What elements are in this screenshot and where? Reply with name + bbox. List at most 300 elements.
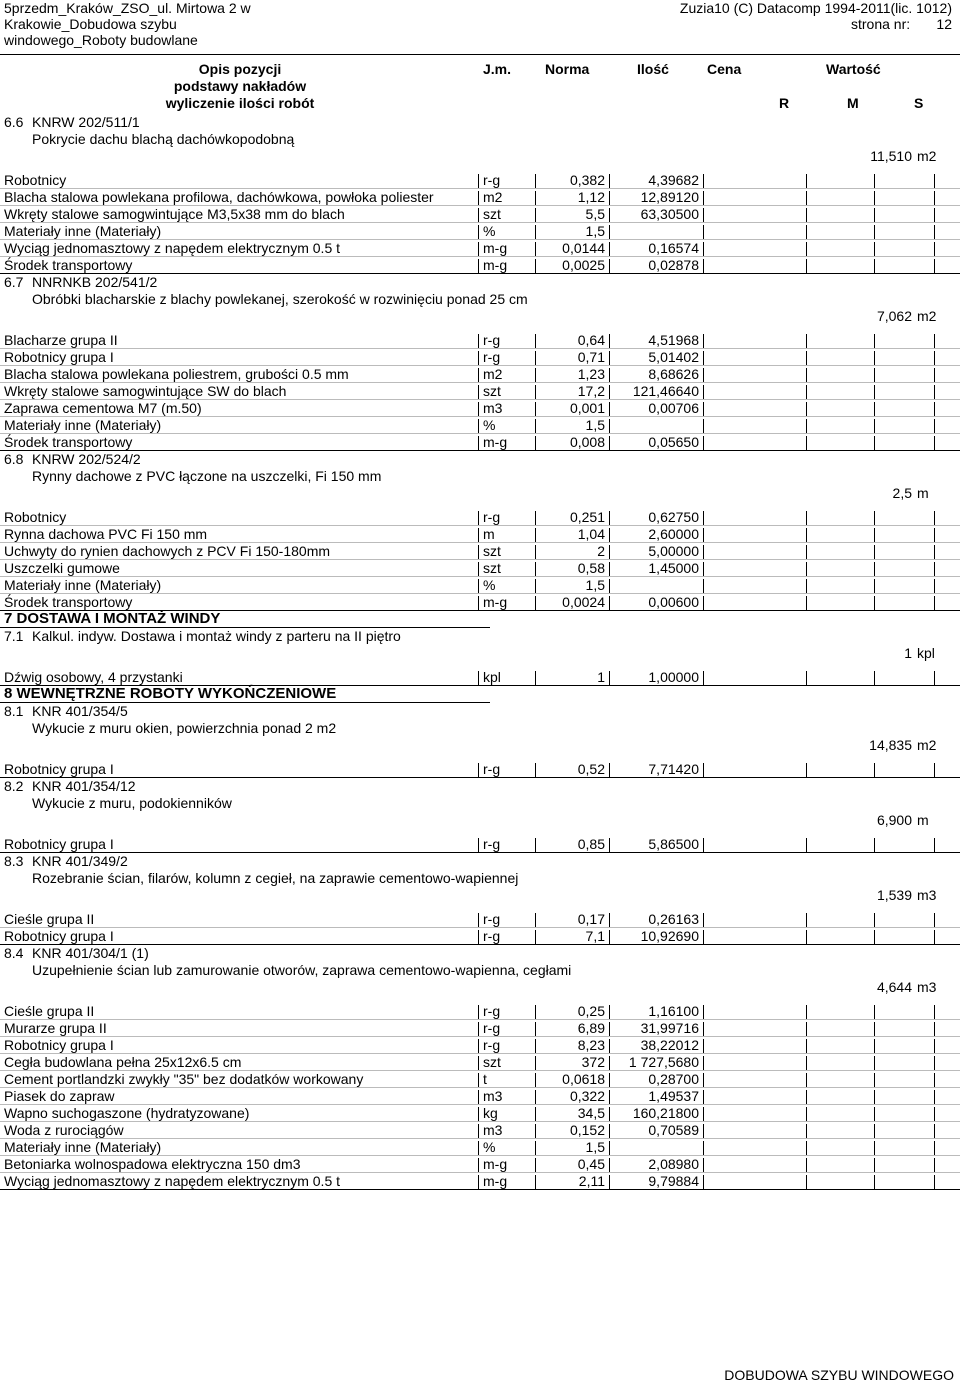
resource-quantity: 5,86500	[648, 836, 699, 852]
position-code: KNRW 202/511/1	[32, 114, 140, 130]
position-number: 7.1	[4, 628, 24, 644]
cell-divider	[609, 671, 610, 685]
resource-quantity: 0,00706	[648, 400, 699, 416]
cell-divider	[703, 671, 704, 685]
cell-divider	[609, 1141, 610, 1155]
cell-divider	[703, 334, 704, 348]
cell-divider	[874, 259, 875, 273]
group-divider	[0, 450, 960, 451]
resource-unit: m-g	[483, 594, 508, 610]
resource-norm: 372	[581, 1054, 605, 1070]
resource-name: Woda z rurociągów	[4, 1122, 124, 1138]
col-s: S	[914, 95, 924, 111]
cell-divider	[609, 1107, 610, 1121]
cell-divider	[478, 402, 479, 416]
group-divider	[0, 1189, 960, 1190]
position-quantity: 1,539	[876, 887, 912, 903]
cell-divider	[703, 1005, 704, 1019]
cell-divider	[535, 1124, 536, 1138]
cell-divider	[478, 1039, 479, 1053]
resource-unit: %	[483, 223, 496, 239]
cell-divider	[934, 1056, 935, 1070]
resource-norm: 0,0024	[562, 594, 605, 610]
cell-divider	[934, 1124, 935, 1138]
resource-quantity: 7,71420	[648, 761, 699, 777]
cell-divider	[703, 1107, 704, 1121]
resource-name: Materiały inne (Materiały)	[4, 223, 162, 239]
resource-name: Murarze grupa II	[4, 1020, 107, 1036]
resource-name: Rynna dachowa PVC Fi 150 mm	[4, 526, 208, 542]
cell-divider	[806, 1005, 807, 1019]
resource-quantity: 1,00000	[648, 669, 699, 685]
resource-name: Robotnicy grupa I	[4, 836, 114, 852]
resource-unit: kg	[483, 1105, 498, 1121]
cell-divider	[609, 436, 610, 450]
resource-unit: m-g	[483, 240, 508, 256]
section-heading: 7 DOSTAWA I MONTAŻ WINDY	[4, 610, 221, 627]
cell-divider	[535, 351, 536, 365]
cell-divider	[478, 1005, 479, 1019]
cell-divider	[934, 1073, 935, 1087]
position-code: KNR 401/349/2	[32, 853, 128, 869]
cell-divider	[535, 174, 536, 188]
resource-quantity: 12,89120	[640, 189, 699, 205]
cell-divider	[806, 596, 807, 610]
cell-divider	[806, 436, 807, 450]
resource-unit: szt	[483, 560, 501, 576]
resource-quantity: 4,39682	[648, 172, 699, 188]
cell-divider	[874, 913, 875, 927]
resource-quantity: 0,00600	[648, 594, 699, 610]
resource-unit: m-g	[483, 257, 508, 273]
position-quantity: 6,900	[876, 812, 912, 828]
cell-divider	[478, 579, 479, 593]
cell-divider	[934, 1158, 935, 1172]
resource-norm: 0,152	[569, 1122, 605, 1138]
cell-divider	[874, 930, 875, 944]
cell-divider	[934, 1022, 935, 1036]
cell-divider	[806, 1073, 807, 1087]
cell-divider	[535, 436, 536, 450]
resource-unit: r-g	[483, 1020, 501, 1036]
cell-divider	[703, 191, 704, 205]
resource-name: Cieśle grupa II	[4, 911, 95, 927]
cell-divider	[806, 1107, 807, 1121]
cell-divider	[609, 208, 610, 222]
cell-divider	[874, 1107, 875, 1121]
position-quantity: 4,644	[876, 979, 912, 995]
resource-norm: 1,5	[585, 417, 605, 433]
cell-divider	[874, 385, 875, 399]
cell-divider	[806, 174, 807, 188]
position-code: KNRW 202/524/2	[32, 451, 141, 467]
group-divider	[0, 852, 960, 853]
cell-divider	[806, 191, 807, 205]
position-unit: m	[917, 485, 929, 501]
header-page-label: strona nr:	[851, 16, 911, 32]
resource-name: Środek transportowy	[4, 594, 133, 610]
row-divider	[0, 433, 960, 434]
cell-divider	[874, 402, 875, 416]
position-description: Rynny dachowe z PVC łączone na uszczelki, Fi 150 mm	[32, 468, 382, 484]
resource-name: Robotnicy grupa I	[4, 1037, 114, 1053]
resource-quantity: 4,51968	[648, 332, 699, 348]
cell-divider	[934, 763, 935, 777]
resource-norm: 6,89	[577, 1020, 605, 1036]
cell-divider	[703, 1022, 704, 1036]
position-number: 6.8	[4, 451, 24, 467]
cell-divider	[874, 528, 875, 542]
cell-divider	[934, 671, 935, 685]
resource-quantity: 9,79884	[648, 1173, 699, 1189]
cell-divider	[806, 385, 807, 399]
cell-divider	[535, 930, 536, 944]
cell-divider	[934, 528, 935, 542]
resource-unit: m	[483, 526, 495, 542]
cell-divider	[609, 225, 610, 239]
position-quantity: 11,510	[870, 148, 912, 164]
resource-name: Materiały inne (Materiały)	[4, 577, 162, 593]
cell-divider	[609, 1175, 610, 1189]
col-opis-1: Opis pozycji	[198, 61, 282, 77]
cell-divider	[478, 1056, 479, 1070]
row-divider	[0, 559, 960, 560]
cell-divider	[478, 913, 479, 927]
cell-divider	[535, 225, 536, 239]
cell-divider	[806, 402, 807, 416]
cell-divider	[478, 562, 479, 576]
cell-divider	[806, 1056, 807, 1070]
cell-divider	[874, 368, 875, 382]
resource-quantity: 0,02878	[648, 257, 699, 273]
resource-norm: 1,5	[585, 577, 605, 593]
row-divider	[0, 927, 960, 928]
resource-unit: m2	[483, 189, 503, 205]
resource-unit: t	[483, 1071, 487, 1087]
cell-divider	[478, 545, 479, 559]
resource-unit: r-g	[483, 172, 501, 188]
cell-divider	[478, 208, 479, 222]
position-description: Rozebranie ścian, filarów, kolumn z cegieł, na zaprawie cementowo-wapiennej	[32, 870, 519, 886]
cell-divider	[535, 1158, 536, 1172]
cell-divider	[535, 671, 536, 685]
cell-divider	[934, 1107, 935, 1121]
resource-norm: 1,23	[577, 366, 605, 382]
position-code: Kalkul. indyw. Dostawa i montaż windy z parteru na II piętro	[32, 628, 401, 644]
position-quantity: 14,835	[869, 737, 912, 753]
cell-divider	[874, 579, 875, 593]
resource-name: Robotnicy grupa I	[4, 349, 114, 365]
cell-divider	[874, 436, 875, 450]
cell-divider	[934, 596, 935, 610]
cell-divider	[806, 763, 807, 777]
resource-name: Betoniarka wolnospadowa elektryczna 150 dm3	[4, 1156, 301, 1172]
cell-divider	[934, 351, 935, 365]
position-quantity: 2,5	[892, 485, 912, 501]
header-project-line3: windowego_Roboty budowlane	[4, 32, 198, 48]
resource-norm: 0,382	[569, 172, 605, 188]
resource-quantity: 0,62750	[648, 509, 699, 525]
cell-divider	[609, 1005, 610, 1019]
cell-divider	[609, 1158, 610, 1172]
cell-divider	[703, 225, 704, 239]
cell-divider	[806, 259, 807, 273]
col-wartosc: Wartość	[826, 61, 881, 77]
position-quantity: 7,062	[876, 308, 912, 324]
col-cena: Cena	[707, 61, 742, 77]
cell-divider	[609, 402, 610, 416]
cell-divider	[806, 545, 807, 559]
cell-divider	[478, 436, 479, 450]
cell-divider	[934, 1090, 935, 1104]
cell-divider	[703, 351, 704, 365]
cell-divider	[478, 528, 479, 542]
cell-divider	[703, 1141, 704, 1155]
resource-unit: szt	[483, 543, 501, 559]
cell-divider	[535, 242, 536, 256]
cell-divider	[703, 596, 704, 610]
resource-name: Materiały inne (Materiały)	[4, 417, 162, 433]
resource-norm: 0,64	[577, 332, 605, 348]
resource-quantity: 121,46640	[632, 383, 699, 399]
cell-divider	[874, 1158, 875, 1172]
position-unit: m3	[917, 887, 937, 903]
cell-divider	[874, 208, 875, 222]
position-number: 6.7	[4, 274, 24, 290]
cell-divider	[478, 1175, 479, 1189]
cell-divider	[609, 368, 610, 382]
cell-divider	[609, 419, 610, 433]
cell-divider	[806, 930, 807, 944]
cell-divider	[535, 419, 536, 433]
position-unit: m2	[917, 148, 937, 164]
position-description: Wykucie z muru okien, powierzchnia ponad 2 m2	[32, 720, 337, 736]
footer-title: DOBUDOWA SZYBU WINDOWEGO	[724, 1367, 954, 1383]
col-r: R	[779, 95, 790, 111]
cell-divider	[535, 368, 536, 382]
cell-divider	[609, 259, 610, 273]
resource-name: Robotnicy grupa I	[4, 928, 114, 944]
position-code: KNR 401/354/12	[32, 778, 136, 794]
resource-quantity: 0,26163	[648, 911, 699, 927]
cell-divider	[934, 174, 935, 188]
cell-divider	[874, 1090, 875, 1104]
resource-norm: 0,58	[577, 560, 605, 576]
resource-unit: m2	[483, 366, 503, 382]
resource-name: Robotnicy	[4, 509, 67, 525]
resource-unit: r-g	[483, 836, 501, 852]
cell-divider	[609, 1022, 610, 1036]
resource-name: Wapno suchogaszone (hydratyzowane)	[4, 1105, 250, 1121]
resource-name: Blacharze grupa II	[4, 332, 118, 348]
resource-name: Cegła budowlana pełna 25x12x6.5 cm	[4, 1054, 242, 1070]
resource-quantity: 5,01402	[648, 349, 699, 365]
cell-divider	[934, 385, 935, 399]
resource-name: Zaprawa cementowa M7 (m.50)	[4, 400, 202, 416]
resource-norm: 5,5	[585, 206, 605, 222]
cell-divider	[806, 351, 807, 365]
cell-divider	[478, 1107, 479, 1121]
cell-divider	[806, 1158, 807, 1172]
resource-quantity: 0,70589	[648, 1122, 699, 1138]
resource-unit: r-g	[483, 332, 501, 348]
section-heading: 8 WEWNĘTRZNE ROBOTY WYKOŃCZENIOWE	[4, 685, 337, 702]
cell-divider	[535, 208, 536, 222]
col-opis-2: podstawy nakładów	[173, 78, 307, 94]
cell-divider	[703, 436, 704, 450]
cell-divider	[874, 1124, 875, 1138]
header-page-number: 12	[936, 16, 952, 32]
cell-divider	[535, 1107, 536, 1121]
resource-name: Wkręty stalowe samogwintujące M3,5x38 mm do blach	[4, 206, 345, 222]
cell-divider	[478, 242, 479, 256]
cell-divider	[703, 1073, 704, 1087]
resource-unit: szt	[483, 383, 501, 399]
position-description: Uzupełnienie ścian lub zamurowanie otworów, zaprawa cementowo-wapienna, cegłami	[32, 962, 572, 978]
cell-divider	[478, 368, 479, 382]
cell-divider	[806, 511, 807, 525]
cell-divider	[478, 838, 479, 852]
cell-divider	[874, 191, 875, 205]
resource-norm: 0,45	[577, 1156, 605, 1172]
cell-divider	[806, 1090, 807, 1104]
cell-divider	[806, 1175, 807, 1189]
position-unit: kpl	[917, 645, 935, 661]
cell-divider	[478, 351, 479, 365]
cell-divider	[609, 334, 610, 348]
cell-divider	[703, 579, 704, 593]
cell-divider	[478, 191, 479, 205]
cell-divider	[703, 174, 704, 188]
cell-divider	[874, 763, 875, 777]
resource-norm: 1,5	[585, 1139, 605, 1155]
position-unit: m	[917, 812, 929, 828]
cell-divider	[535, 838, 536, 852]
cell-divider	[934, 545, 935, 559]
cell-divider	[934, 1039, 935, 1053]
cell-divider	[478, 1022, 479, 1036]
resource-quantity: 0,05650	[648, 434, 699, 450]
row-divider	[0, 256, 960, 257]
resource-unit: r-g	[483, 928, 501, 944]
cell-divider	[535, 562, 536, 576]
cell-divider	[874, 242, 875, 256]
resource-quantity: 2,60000	[648, 526, 699, 542]
cell-divider	[478, 596, 479, 610]
cell-divider	[934, 511, 935, 525]
cell-divider	[703, 838, 704, 852]
cell-divider	[703, 1056, 704, 1070]
resource-norm: 7,1	[585, 928, 605, 944]
cell-divider	[535, 763, 536, 777]
cell-divider	[609, 1090, 610, 1104]
resource-norm: 0,322	[569, 1088, 605, 1104]
resource-quantity: 1,16100	[648, 1003, 699, 1019]
resource-quantity: 8,68626	[648, 366, 699, 382]
resource-norm: 1,12	[577, 189, 605, 205]
resource-unit: r-g	[483, 509, 501, 525]
cell-divider	[535, 1073, 536, 1087]
cell-divider	[478, 763, 479, 777]
position-description: Wykucie z muru, podokienników	[32, 795, 232, 811]
cell-divider	[703, 763, 704, 777]
cell-divider	[535, 385, 536, 399]
cell-divider	[478, 174, 479, 188]
header-project-line2: Krakowie_Dobudowa szybu	[4, 16, 177, 32]
cell-divider	[874, 1022, 875, 1036]
cell-divider	[934, 436, 935, 450]
cell-divider	[535, 913, 536, 927]
cell-divider	[609, 191, 610, 205]
cell-divider	[874, 562, 875, 576]
cell-divider	[478, 1090, 479, 1104]
position-code: KNR 401/304/1 (1)	[32, 945, 149, 961]
cell-divider	[874, 1141, 875, 1155]
cell-divider	[874, 351, 875, 365]
cell-divider	[478, 419, 479, 433]
resource-norm: 0,008	[569, 434, 605, 450]
col-jm: J.m.	[483, 61, 512, 77]
cell-divider	[934, 334, 935, 348]
cell-divider	[703, 562, 704, 576]
cell-divider	[478, 671, 479, 685]
cell-divider	[609, 596, 610, 610]
position-unit: m2	[917, 308, 937, 324]
resource-norm: 8,23	[577, 1037, 605, 1053]
resource-name: Piasek do zapraw	[4, 1088, 115, 1104]
resource-unit: r-g	[483, 1037, 501, 1053]
resource-unit: m3	[483, 1088, 503, 1104]
cell-divider	[535, 191, 536, 205]
cell-divider	[609, 242, 610, 256]
cell-divider	[934, 225, 935, 239]
row-divider	[0, 1036, 960, 1037]
cell-divider	[806, 671, 807, 685]
cell-divider	[478, 1141, 479, 1155]
position-number: 8.3	[4, 853, 24, 869]
resource-quantity: 0,28700	[648, 1071, 699, 1087]
resource-unit: szt	[483, 1054, 501, 1070]
cell-divider	[874, 1175, 875, 1189]
row-divider	[0, 1087, 960, 1088]
cell-divider	[535, 1056, 536, 1070]
cell-divider	[535, 1090, 536, 1104]
resource-name: Cement portlandzki zwykły "35" bez dodatków workowany	[4, 1071, 364, 1087]
cell-divider	[703, 930, 704, 944]
cell-divider	[874, 419, 875, 433]
cell-divider	[934, 838, 935, 852]
cell-divider	[478, 1124, 479, 1138]
cell-divider	[934, 562, 935, 576]
cell-divider	[874, 671, 875, 685]
col-ilosc: Ilość	[637, 61, 669, 77]
resource-quantity: 63,30500	[640, 206, 699, 222]
resource-norm: 0,251	[569, 509, 605, 525]
cell-divider	[609, 763, 610, 777]
position-unit: m3	[917, 979, 937, 995]
resource-name: Środek transportowy	[4, 434, 133, 450]
cell-divider	[806, 838, 807, 852]
cell-divider	[609, 528, 610, 542]
cell-divider	[806, 528, 807, 542]
cell-divider	[609, 913, 610, 927]
cell-divider	[874, 596, 875, 610]
cell-divider	[934, 259, 935, 273]
resource-norm: 0,0618	[562, 1071, 605, 1087]
cell-divider	[874, 838, 875, 852]
cell-divider	[874, 334, 875, 348]
resource-name: Blacha stalowa powlekana profilowa, dachówkowa, powłoka poliester	[4, 189, 434, 205]
